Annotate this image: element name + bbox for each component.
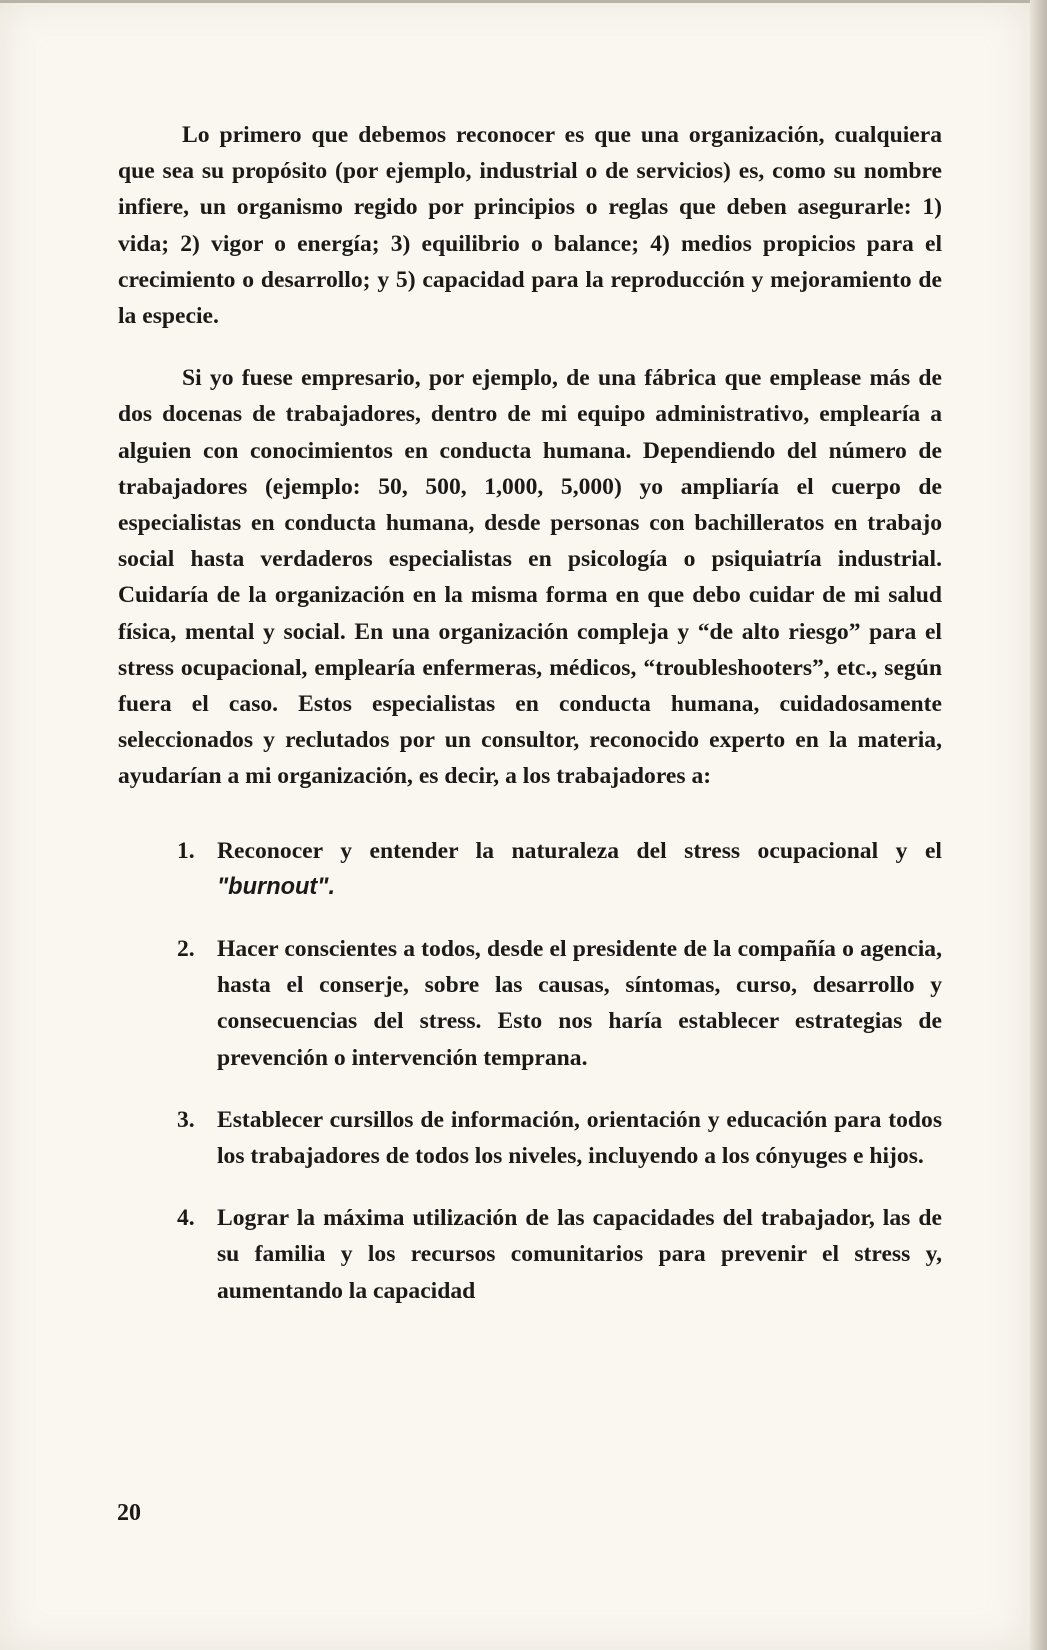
list-item-text: Reconocer y entender la naturaleza del stress ocupacional y el — [217, 837, 942, 864]
list-item — [118, 1102, 942, 1174]
paragraph-organization-principles: Lo primero que debemos reconocer es que una organización, cualquiera que sea su propósito (por ejemplo, industrial o de servicios) es, como su nombre infiere, un organismo regido por principios o reglas que deben asegurarle: 1) vida; 2) vigor o energía; 3) equilibrio o balance; 4) medios propicios para el crecimiento o desarrollo; y 5) capacidad para la reproducción y mejoramiento de la especie. — [118, 122, 942, 330]
numbered-list — [118, 833, 942, 1309]
list-item-number: 2. — [177, 936, 195, 963]
page-number: 20 — [117, 1500, 141, 1526]
page-body-text — [118, 117, 942, 1335]
list-item-number: 1. — [177, 837, 195, 864]
list-item — [118, 931, 942, 1076]
list-item-text: Hacer conscientes a todos, desde el presidente de la compañía o agencia, hasta el conserje, sobre las causas, síntomas, curso, desarrollo y consecuencias del stress. Esto nos haría establecer estrategias de prevención o intervención temprana. — [217, 936, 942, 1071]
list-item-text: Lograr la máxima utilización de las capacidades del trabajador, las de su familia y los recursos comunitarios para prevenir el stress y, aumentando la capacidad — [217, 1205, 942, 1304]
list-item-emphasis: "burnout". — [217, 873, 336, 900]
list-item-text: Establecer cursillos de información, orientación y educación para todos los trabajadores de todos los niveles, incluyendo a los cónyuges e hijos. — [217, 1106, 942, 1170]
list-item-number: 3. — [177, 1106, 195, 1133]
list-item-number: 4. — [177, 1205, 195, 1232]
list-item — [118, 833, 942, 905]
list-item — [118, 1200, 942, 1309]
paragraph-employer-example: Si yo fuese empresario, por ejemplo, de una fábrica que emplease más de dos docenas de trabajadores, dentro de mi equipo administrativo, emplearía a alguien con conocimientos en conducta humana. Dependiendo del número de trabajadores (ejemplo: 50, 500, 1,000, 5,000) yo ampliaría el cuerpo de especialistas en conducta humana, desde personas con bachilleratos en trabajo social hasta verdaderos especialistas en psicología o psiquiatría industrial. Cuidaría de la organización en la misma forma en que debo cuidar de mi salud física, mental y social. En una organización compleja y “de alto riesgo” para el stress ocupacional, emplearía enfermeras, médicos, “troubleshooters”, etc., según fuera el caso. Estos especialistas en conducta humana, cuidadosamente seleccionados y reclutados por un consultor, reconocido experto en la materia, ayudarían a mi organización, es decir, a los trabajadores a: — [118, 365, 942, 790]
page-top-edge — [0, 0, 1030, 3]
page-side-edge — [1030, 0, 1047, 1650]
